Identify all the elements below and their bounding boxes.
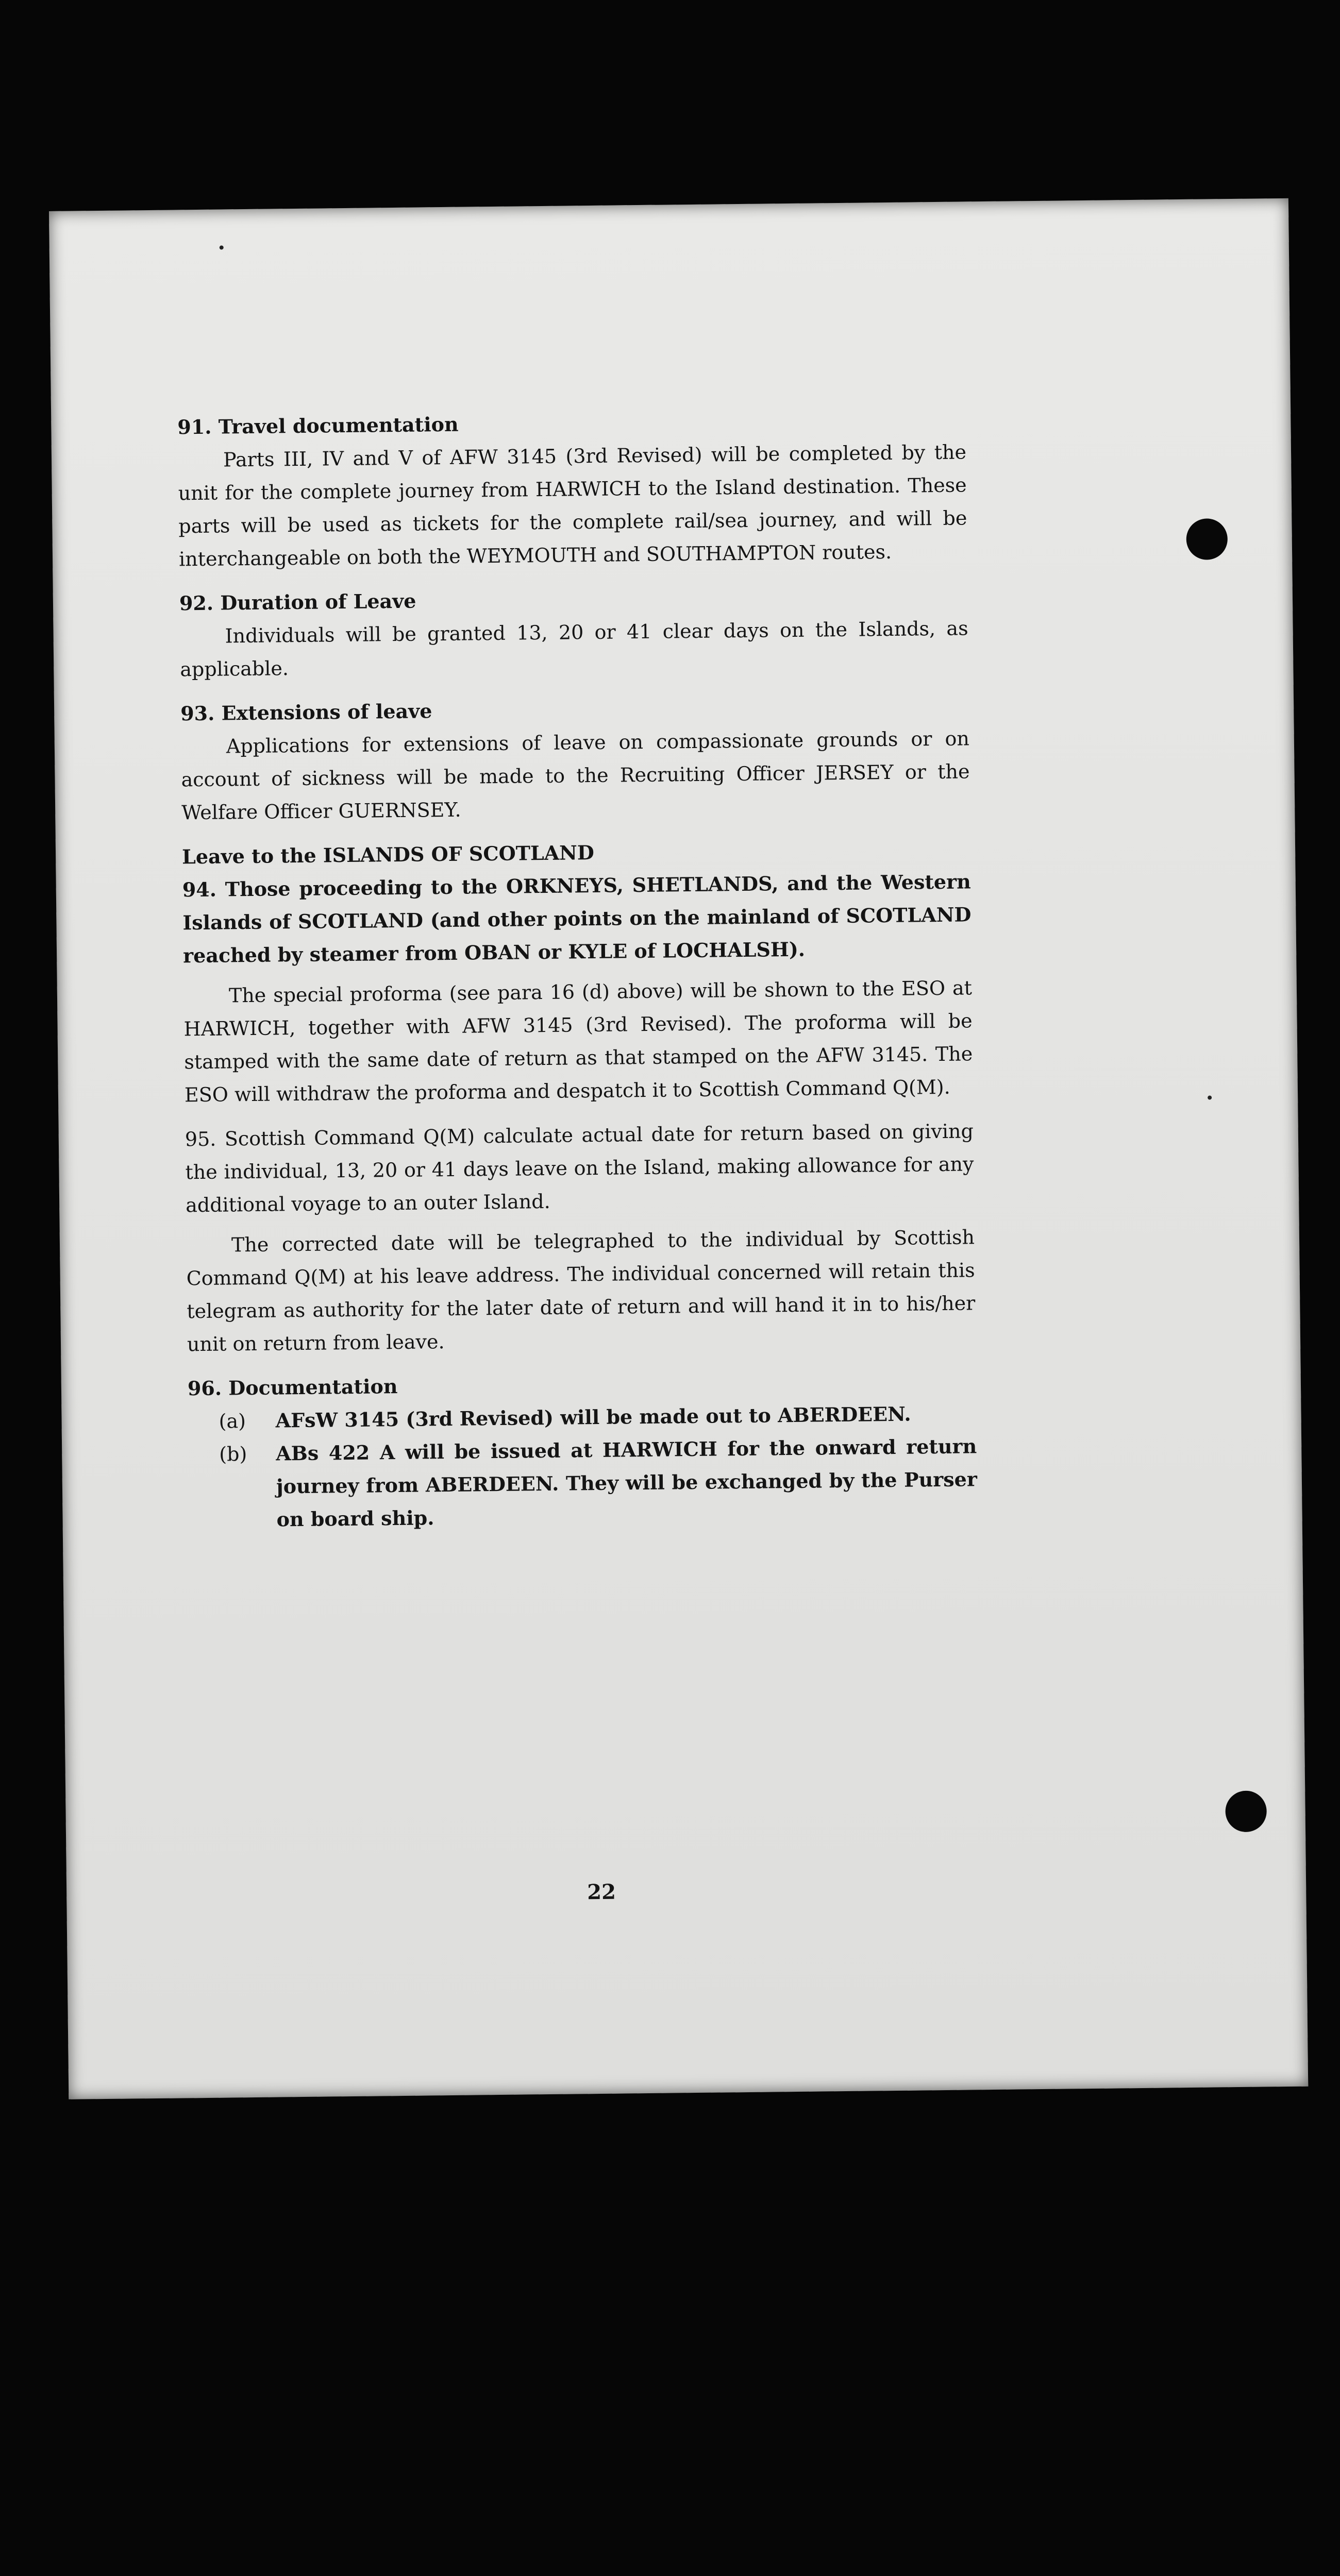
section-96	[188, 1364, 978, 1537]
section-heading: 96. Documentation	[187, 1375, 398, 1400]
punch-hole	[1186, 518, 1228, 560]
leave-heading: Leave to the ISLANDS OF SCOTLAND	[181, 840, 595, 869]
punch-hole	[1225, 1790, 1267, 1832]
list-item-label: (b)	[219, 1443, 247, 1466]
section-heading: 93. Extensions of leave	[180, 699, 432, 725]
list-item-label: (a)	[219, 1410, 246, 1433]
section-paragraph: Parts III, IV and V of AFW 3145 (3rd Revised) will be completed by the unit for the complete journey from HARWICH to the Island destination. These parts will be used as tickets for the complete rail/sea journey, and will be interchangeable on both the WEYMOUTH and SOUTHAMPTON routes.	[178, 440, 967, 571]
section-paragraph: Individuals will be granted 13, 20 or 41 clear days on the Islands, as applicable.	[180, 617, 968, 681]
section-paragraph: Applications for extensions of leave on compassionate grounds or on account of sickness will be made to the Recruiting Officer JERSEY or the Welfare Officer GUERNSEY.	[181, 727, 970, 824]
section-intro: 94. Those proceeding to the ORKNEYS, SHETLANDS, and the Western Islands of SCOTLAND (and other points on the mainland of SCOTLAND reached by steamer from OBAN or KYLE of LOCHALSH).	[182, 870, 971, 968]
section-91	[177, 402, 967, 575]
section-93	[180, 689, 970, 829]
list-item	[188, 1430, 978, 1537]
section-intro: 95. Scottish Command Q(M) calculate actual date for return based on giving the individual, 13, 20 or 41 days leave on the Island, making allowance for any additional voyage to an outer Island.	[185, 1120, 974, 1217]
document-body	[177, 402, 978, 1548]
section-94	[182, 865, 973, 1111]
section-paragraph: The special proforma (see para 16 (d) above) will be shown to the ESO at HARWICH, together with AFW 3145 (3rd Revised). The proforma will be stamped with the same date of return as that stamped on the AFW 3145. The ESO will withdraw the proforma and despatch it to Scottish Command Q(M).	[183, 976, 973, 1107]
section-95	[185, 1114, 976, 1361]
page-number: 22	[587, 1879, 616, 1905]
section-92	[179, 579, 969, 686]
section-heading: 91. Travel documentation	[177, 412, 459, 439]
list-item-text: AFsW 3145 (3rd Revised) will be made out to ABERDEEN.	[275, 1402, 911, 1432]
speck	[1208, 1095, 1212, 1099]
section-paragraph: The corrected date will be telegraphed to the individual by Scottish Command Q(M) at his leave address. The individual concerned will retain this telegram as authority for the later date of return and will hand it in to his/her unit on return from leave.	[186, 1226, 976, 1356]
speck	[220, 245, 224, 249]
list-item-text: ABs 422 A will be issued at HARWICH for the onward return journey from ABERDEEN. They will be exchanged by the Purser on board ship.	[276, 1434, 978, 1531]
document-page	[49, 198, 1308, 2099]
section-heading: 92. Duration of Leave	[179, 589, 416, 615]
